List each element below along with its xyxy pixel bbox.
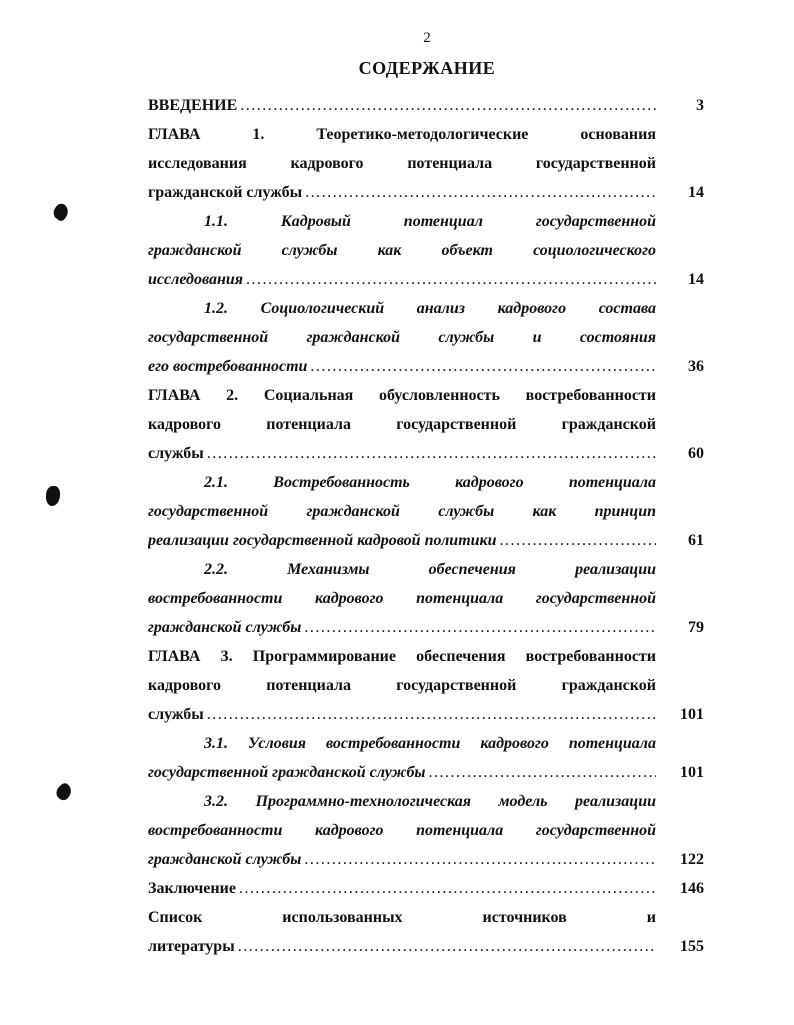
toc-line: исследования ..... bbox=[148, 265, 656, 294]
toc-line: 3.1. Условия востребованности кадрового потенциала bbox=[204, 735, 656, 752]
toc-line: ГЛАВА 3. Программирование обеспечения востребованности bbox=[148, 648, 656, 665]
toc-page-number: 122 bbox=[680, 851, 704, 868]
toc-line: ВВЕДЕНИЕ ..... bbox=[148, 91, 656, 120]
toc-page-number: 61 bbox=[688, 532, 704, 549]
toc-page-number: 14 bbox=[688, 184, 704, 201]
toc-page-number: 36 bbox=[688, 358, 704, 375]
toc-line: реализации государственной кадровой политики ..... bbox=[148, 526, 656, 555]
toc-line: 1.1. Кадровый потенциал государственной bbox=[204, 213, 656, 230]
toc-line: гражданской службы ..... bbox=[148, 613, 656, 642]
toc-line: 3.2. Программно-технологическая модель реализации bbox=[204, 793, 656, 810]
toc-line: кадрового потенциала государственной гражданской bbox=[148, 677, 656, 694]
toc-line: государственной гражданской службы как принцип bbox=[148, 503, 656, 520]
toc-line: службы ..... bbox=[148, 439, 656, 468]
toc-page-number: 79 bbox=[688, 619, 704, 636]
toc-page-number: 146 bbox=[680, 880, 704, 897]
toc-line: ГЛАВА 1. Теоретико-методологические основания bbox=[148, 126, 656, 143]
toc-line: гражданской службы ..... bbox=[148, 178, 656, 207]
page-number: 2 bbox=[423, 30, 431, 46]
toc-page-number: 101 bbox=[680, 706, 704, 723]
toc-line: государственной гражданской службы ..... bbox=[148, 758, 656, 787]
toc-line: 1.2. Социологический анализ кадрового состава bbox=[204, 300, 656, 317]
toc-page-number: 14 bbox=[688, 271, 704, 288]
toc-line: Список использованных источников и bbox=[148, 909, 656, 926]
toc-line: службы ..... bbox=[148, 700, 656, 729]
toc-line: 2.2. Механизмы обеспечения реализации bbox=[204, 561, 656, 578]
toc-line: ГЛАВА 2. Социальная обусловленность востребованности bbox=[148, 387, 656, 404]
toc-page-number: 155 bbox=[680, 938, 704, 955]
toc-line: его востребованности ..... bbox=[148, 352, 656, 381]
toc-line: гражданской службы ..... bbox=[148, 845, 656, 874]
toc-line: востребованности кадрового потенциала государственной bbox=[148, 590, 656, 607]
toc-line: 2.1. Востребованность кадрового потенциала bbox=[204, 474, 656, 491]
toc-line: Заключение ..... bbox=[148, 874, 656, 903]
toc-line: литературы ..... bbox=[148, 932, 656, 961]
toc-line: государственной гражданской службы и состояния bbox=[148, 329, 656, 346]
toc-line: востребованности кадрового потенциала государственной bbox=[148, 822, 656, 839]
toc-title: СОДЕРЖАНИЕ bbox=[358, 58, 496, 78]
toc-page-number: 60 bbox=[688, 445, 704, 462]
toc-line: исследования кадрового потенциала государственной bbox=[148, 155, 656, 172]
toc-line: гражданской службы как объект социологического bbox=[148, 242, 656, 259]
toc-line: кадрового потенциала государственной гражданской bbox=[148, 416, 656, 433]
toc-page-number: 3 bbox=[696, 97, 704, 114]
toc-page-number: 101 bbox=[680, 764, 704, 781]
